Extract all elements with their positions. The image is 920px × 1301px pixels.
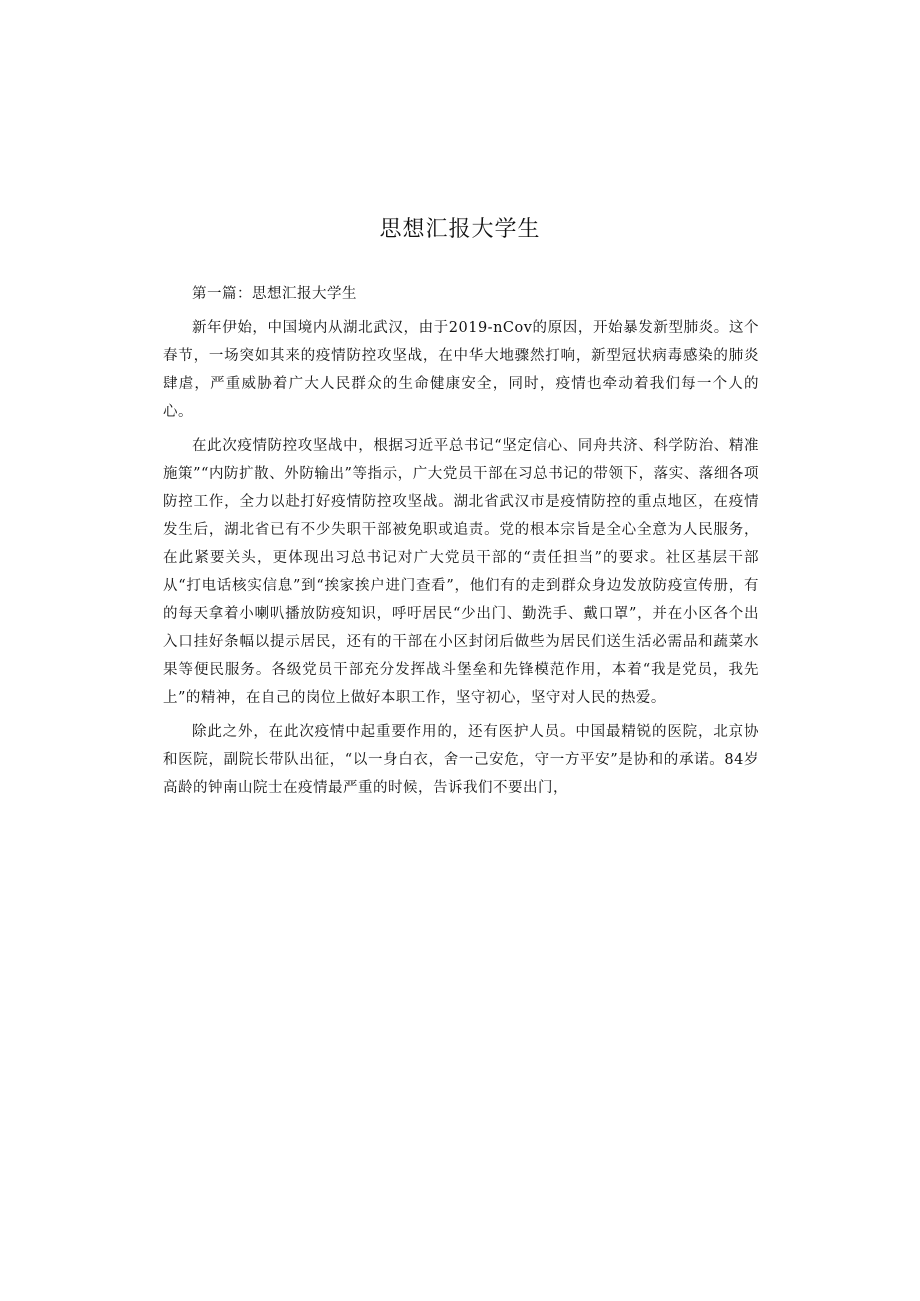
paragraph-party-cadres: 在此次疫情防控攻坚战中，根据习近平总书记“坚定信心、同舟共济、科学防治、精准施策”“内防扩散、外防输出”等指示，广大党员干部在习总书记的带领下，落实、落细各项防控工作，全力以赴打好疫情防控攻坚战。湖北省武汉市是疫情防控的重点地区，在疫情发生后，湖北省已有不少失职干部被免职或追责。党的根本宗旨是全心全意为人民服务，在此紧要关头，更体现出习总书记对广大党员干部的“责任担当”的要求。社区基层干部从“打电话核实信息”到“挨家挨户进门查看”，他们有的走到群众身边发放防疫宣传册，有的每天拿着小喇叭播放防疫知识，呼吁居民“少出门、勤洗手、戴口罩”，并在小区各个出入口挂好条幅以提示居民，还有的干部在小区封闭后做些为居民们送生活必需品和蔬菜水果等便民服务。各级党员干部充分发挥战斗堡垒和先锋模范作用，本着“我是党员，我先上”的精神，在自己的岗位上做好本职工作，坚守初心，坚守对人民的热爱。 xyxy=(163,438,759,706)
section-heading: 第一篇：思想汇报大学生 xyxy=(192,286,357,302)
paragraph-intro: 新年伊始，中国境内从湖北武汉，由于2019-nCov的原因，开始暴发新型肺炎。这个春节，一场突如其来的疫情防控攻坚战，在中华大地骤然打响，新型冠状病毒感染的肺炎肆虐，严重威胁着广大人民群众的生命健康安全，同时，疫情也牵动着我们每一个人的心。 xyxy=(163,320,759,420)
document-body xyxy=(163,280,759,808)
paragraph-medical-staff: 除此之外，在此次疫情中起重要作用的，还有医护人员。中国最精锐的医院，北京协和医院，副院长带队出征，“以一身白衣，舍一己安危，守一方平安”是协和的承诺。84岁高龄的钟南山院士在疫情最严重的时候，告诉我们不要出门， xyxy=(163,724,759,796)
document-title: 思想汇报大学生 xyxy=(379,217,541,242)
